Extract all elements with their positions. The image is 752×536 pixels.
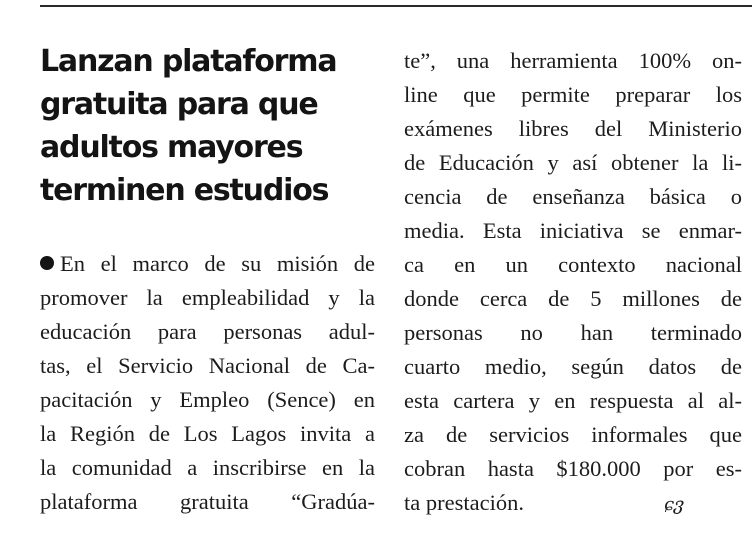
body-line: promover la empleabilidad y la [40,285,375,310]
top-rule [40,5,752,7]
headline-line: terminen estudios [40,173,329,208]
body-line: la comunidad a inscribirse en la [40,455,375,480]
end-mark-icon: ɕვ [663,494,685,515]
body-line-last [404,486,742,522]
body-line: pacitación y Empleo (Sence) en [40,387,375,412]
body-line: plataforma gratuita “Gradúa- [40,489,375,514]
headline [40,40,375,212]
body-line: de Educación y así obtener la li- [404,150,742,175]
article-body-left [40,247,375,519]
body-line: line que permite preparar los [404,82,742,107]
body-line: cencia de enseñanza básica o [404,184,742,209]
body-line: te”, una herramienta 100% on- [404,48,742,73]
body-line: donde cerca de 5 millones de [404,286,742,311]
body-line-text: ta prestación. [404,490,524,515]
body-line: exámenes libres del Ministerio [404,116,742,141]
bullet-icon [40,256,54,270]
body-line: esta cartera y en respuesta al al- [404,388,742,413]
body-line: la Región de Los Lagos invita a [40,421,375,446]
body-line: media. Esta iniciativa se enmar- [404,218,742,243]
body-line: personas no han terminado [404,320,742,345]
headline-line: adultos mayores [40,130,303,165]
body-line: cuarto medio, según datos de [404,354,742,379]
left-column [40,40,375,519]
headline-line: Lanzan plataforma [40,44,337,79]
body-line: educación para personas adul- [40,319,375,344]
body-line: za de servicios informales que [404,422,742,447]
article-body-right [404,44,742,522]
body-line-text: En el marco de su misión de [60,251,375,276]
body-line: ca en un contexto nacional [404,252,742,277]
body-line: cobran hasta $180.000 por es- [404,456,742,481]
body-line: tas, el Servicio Nacional de Ca- [40,353,375,378]
body-line-first [40,247,375,281]
headline-line: gratuita para que [40,87,318,122]
